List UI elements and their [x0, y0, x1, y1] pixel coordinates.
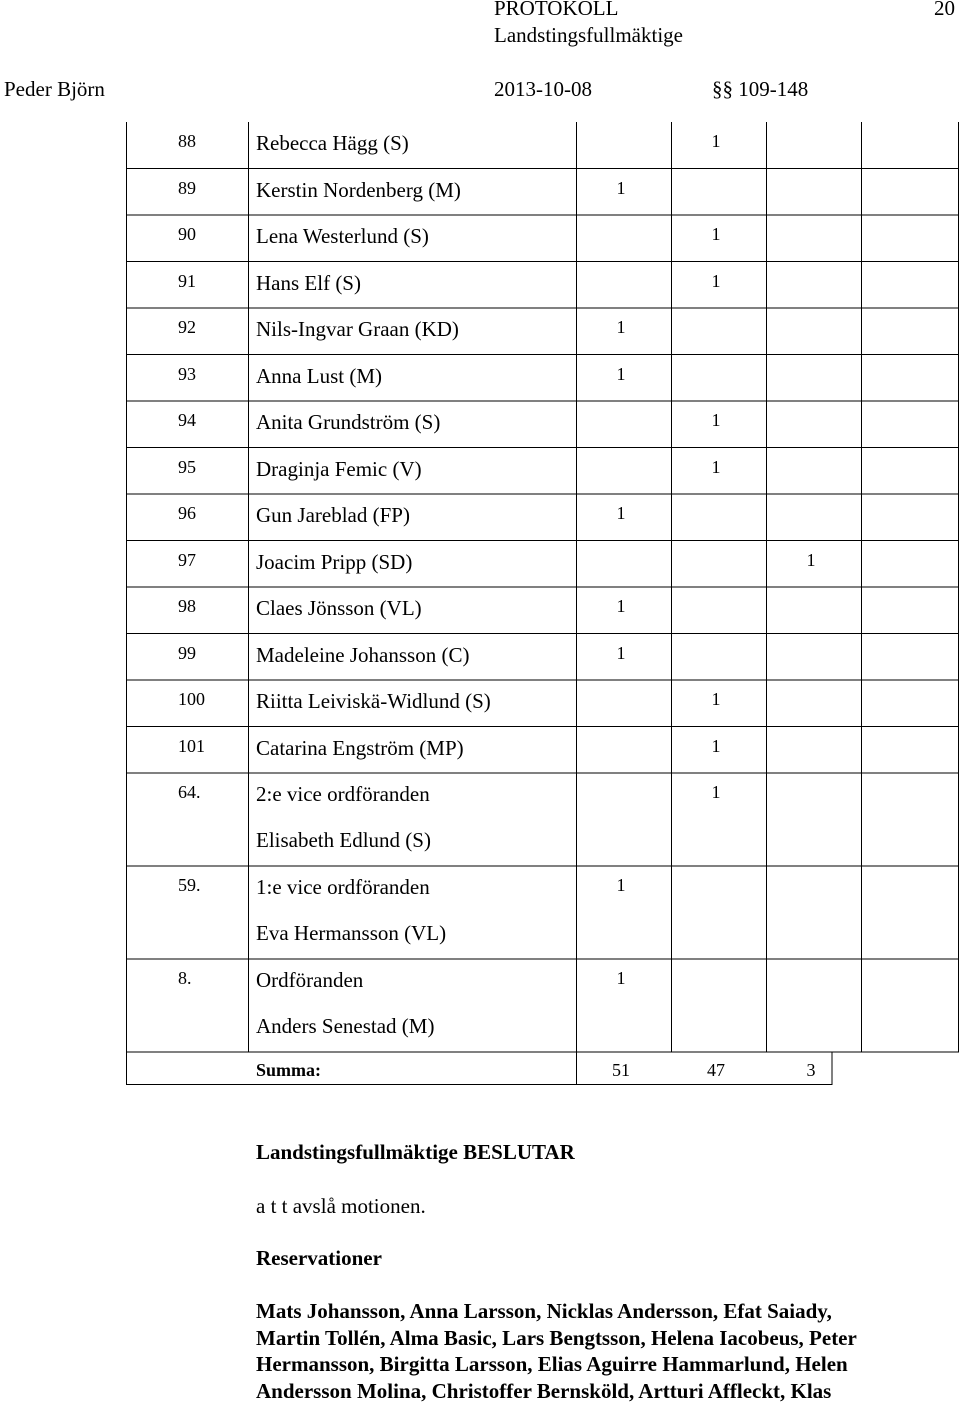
row-number: 92 [178, 317, 196, 337]
row-number: 59. [178, 875, 201, 895]
vote-table [126, 122, 959, 1085]
member-name: Draginja Femic (V) [256, 456, 422, 481]
member-name: Rebecca Hägg (S) [256, 131, 409, 155]
page-number: 20 [934, 0, 955, 20]
row-number: 90 [178, 224, 196, 244]
member-name: Anita Grundström (S) [256, 410, 441, 434]
vote-mark: 1 [616, 968, 626, 988]
member-name: Ordföranden [256, 968, 364, 992]
vote-mark: 1 [711, 735, 721, 756]
member-name: Gun Jareblad (FP) [256, 503, 410, 527]
section-reference: §§ 109-148 [712, 77, 809, 101]
row-number: 91 [178, 270, 196, 291]
row-number: 93 [178, 363, 196, 384]
row-number: 95 [178, 456, 196, 477]
vote-mark: 1 [616, 596, 626, 616]
row-number: 100 [178, 689, 205, 709]
vote-mark: 1 [616, 177, 626, 198]
row-number: 97 [178, 549, 196, 570]
meeting-date: 2013-10-08 [494, 77, 592, 101]
member-name: Kerstin Nordenberg (M) [256, 177, 461, 202]
row-number: 98 [178, 596, 196, 616]
vote-mark: 1 [616, 363, 626, 384]
vote-mark: 1 [616, 875, 626, 895]
vote-mark: 1 [711, 689, 721, 709]
vote-mark: 1 [711, 270, 721, 291]
row-number: 89 [178, 177, 196, 198]
row-number: 88 [178, 131, 196, 151]
member-name-secondary: Elisabeth Edlund (S) [256, 828, 431, 852]
vote-mark: 1 [616, 642, 626, 663]
member-name: 2:e vice ordföranden [256, 782, 430, 806]
reservations-heading: Reservationer [256, 1246, 382, 1270]
summary-label: Summa: [256, 1060, 322, 1080]
member-name: Nils-Ingvar Graan (KD) [256, 317, 459, 341]
member-name-secondary: Eva Hermansson (VL) [256, 921, 447, 945]
row-number: 64. [178, 782, 201, 802]
member-name: 1:e vice ordföranden [256, 875, 430, 899]
vote-mark: 1 [711, 224, 721, 244]
reservations-line-3: Hermansson, Birgitta Larsson, Elias Aguirre Hammarlund, Helen [256, 1352, 848, 1376]
member-name: Anna Lust (M) [256, 363, 382, 388]
member-name: Joacim Pripp (SD) [256, 549, 413, 574]
vote-mark: 1 [711, 456, 721, 477]
vote-mark: 1 [711, 782, 721, 802]
member-name: Riitta Leiviskä-Widlund (S) [256, 689, 491, 713]
vote-mark: 1 [711, 131, 721, 151]
member-name: Madeleine Johansson (C) [256, 642, 470, 667]
row-number: 99 [178, 642, 196, 663]
table-grid [126, 122, 959, 1085]
summary-value: 47 [707, 1060, 725, 1080]
decision-heading: Landstingsfullmäktige BESLUTAR [256, 1140, 575, 1164]
doc-type: PROTOKOLL [494, 0, 619, 20]
member-name: Claes Jönsson (VL) [256, 596, 422, 620]
member-name: Hans Elf (S) [256, 270, 361, 295]
member-name: Lena Westerlund (S) [256, 224, 429, 248]
reservations-line-2: Martin Tollén, Alma Basic, Lars Bengtsson, Helena Iacobeus, Peter [256, 1326, 857, 1350]
vote-mark: 1 [616, 317, 626, 337]
row-number: 101 [178, 735, 205, 756]
reservations-line-4: Andersson Molina, Christoffer Bernsköld, Artturi Affleckt, Klas [256, 1379, 832, 1403]
author: Peder Björn [4, 77, 105, 101]
summary-value: 3 [806, 1060, 816, 1080]
decision-text: a t t avslå motionen. [256, 1194, 426, 1218]
summary-value: 51 [612, 1060, 630, 1080]
member-name-secondary: Anders Senestad (M) [256, 1014, 435, 1038]
vote-mark: 1 [616, 503, 626, 523]
reservations-line-1: Mats Johansson, Anna Larsson, Nicklas Andersson, Efat Saiady, [256, 1299, 832, 1323]
row-number: 94 [178, 410, 196, 430]
member-name: Catarina Engström (MP) [256, 735, 464, 760]
organization: Landstingsfullmäktige [494, 23, 683, 47]
vote-mark: 1 [806, 549, 816, 570]
vote-mark: 1 [711, 410, 721, 430]
row-number: 96 [178, 503, 196, 523]
row-number: 8. [178, 968, 192, 988]
